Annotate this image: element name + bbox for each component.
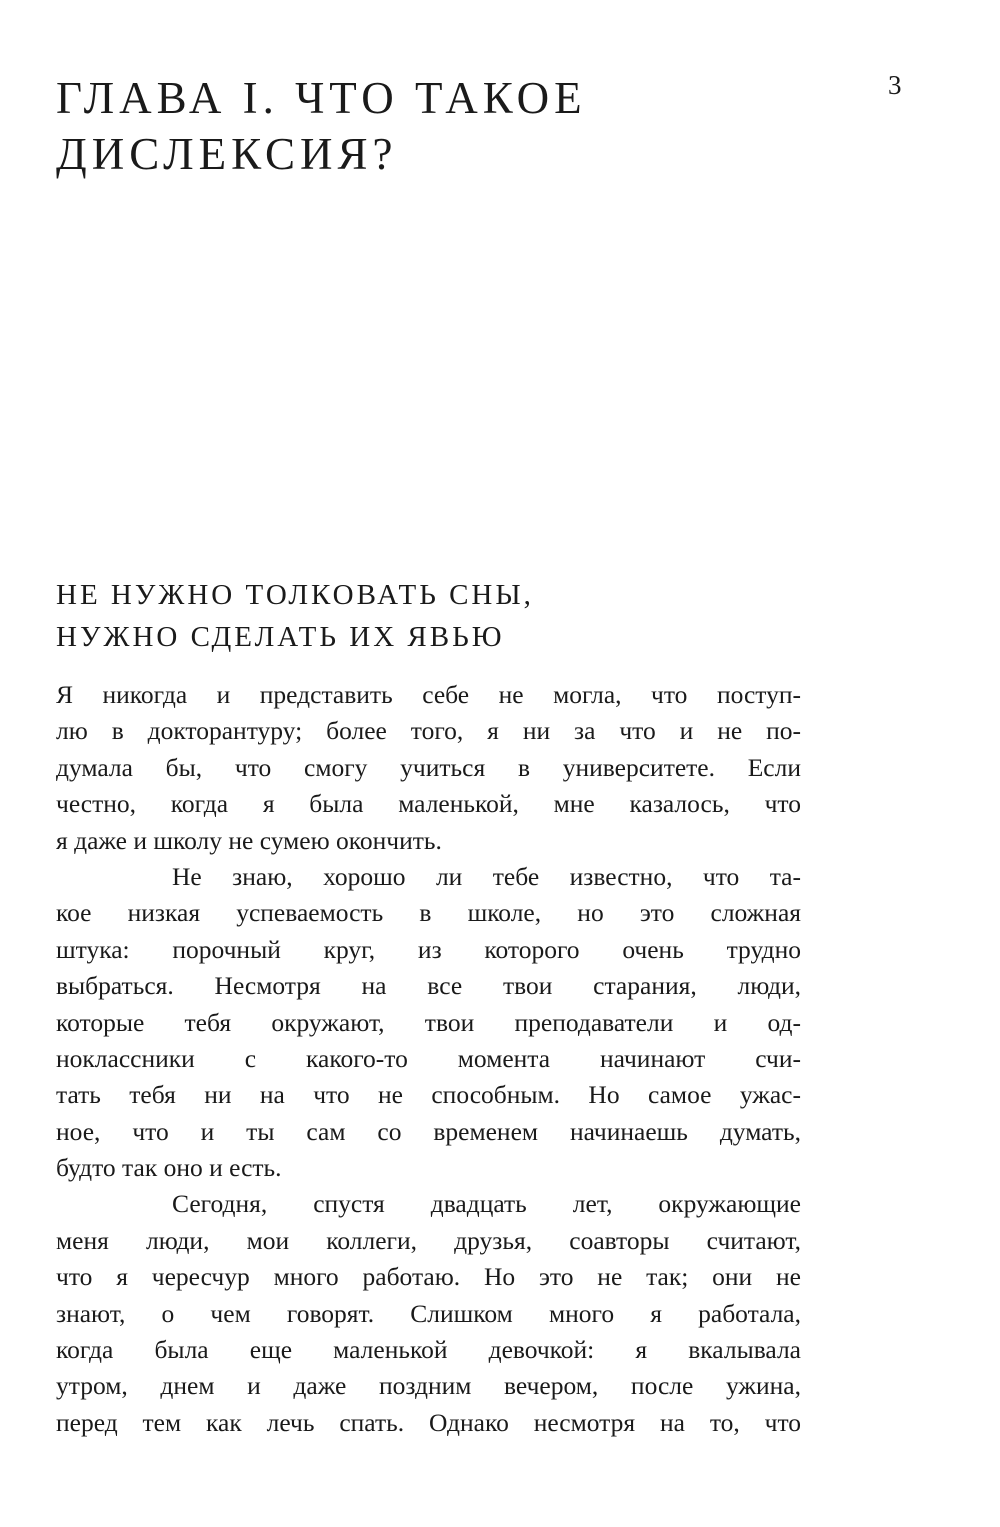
text-line: кое низкая успеваемость в школе, но это сложная [56, 898, 801, 928]
text-line: меня люди, мои коллеги, друзья, соавторы считают, [56, 1225, 801, 1255]
text-line: которые тебя окружают, твои преподаватели и од- [56, 1007, 801, 1037]
page-number: 3 [888, 70, 902, 100]
chapter-title-line: ГЛАВА I. ЧТО ТАКОЕ [56, 73, 587, 123]
text-line: знают, о чем говорят. Слишком много я работала, [56, 1298, 801, 1328]
text-line: что я чересчур много работаю. Но это не так; они не [56, 1262, 801, 1292]
text-line: Я никогда и представить себе не могла, что поступ- [56, 680, 801, 709]
body-text [56, 677, 801, 1441]
text-line: перед тем как лечь спать. Однако несмотря на то, что [56, 1407, 801, 1437]
text-line: когда была еще маленькой девочкой: я вкалывала [56, 1335, 801, 1365]
text-line: Не знаю, хорошо ли тебе известно, что та- [172, 861, 801, 891]
text-line: выбраться. Несмотря на все твои старания, люди, [56, 971, 801, 1001]
section-title-line: НУЖНО СДЕЛАТЬ ИХ ЯВЬЮ [56, 621, 505, 653]
text-line: честно, когда я была маленькой, мне казалось, что [56, 789, 801, 819]
text-line: ное, что и ты сам со временем начинаешь думать, [56, 1116, 801, 1146]
section-title [56, 574, 756, 658]
text-line: утром, днем и даже поздним вечером, после ужина, [56, 1371, 801, 1401]
chapter-title-line: ДИСЛЕКСИЯ? [56, 129, 398, 179]
text-line: я даже и школу не сумею окончить. [56, 825, 442, 855]
text-line: ноклассники с какого-то момента начинают счи- [56, 1043, 801, 1073]
text-line: тать тебя ни на что не способным. Но самое ужас- [56, 1080, 801, 1110]
text-line: будто так оно и есть. [56, 1153, 282, 1183]
chapter-title [56, 70, 676, 182]
text-line: лю в докторантуру; более того, я ни за что и не по- [56, 716, 801, 746]
section-title-line: НЕ НУЖНО ТОЛКОВАТЬ СНЫ, [56, 579, 534, 611]
text-line: думала бы, что смогу учиться в университете. Если [56, 752, 801, 782]
text-line: Сегодня, спустя двадцать лет, окружающие [172, 1189, 801, 1219]
text-line: штука: порочный круг, из которого очень трудно [56, 934, 801, 964]
